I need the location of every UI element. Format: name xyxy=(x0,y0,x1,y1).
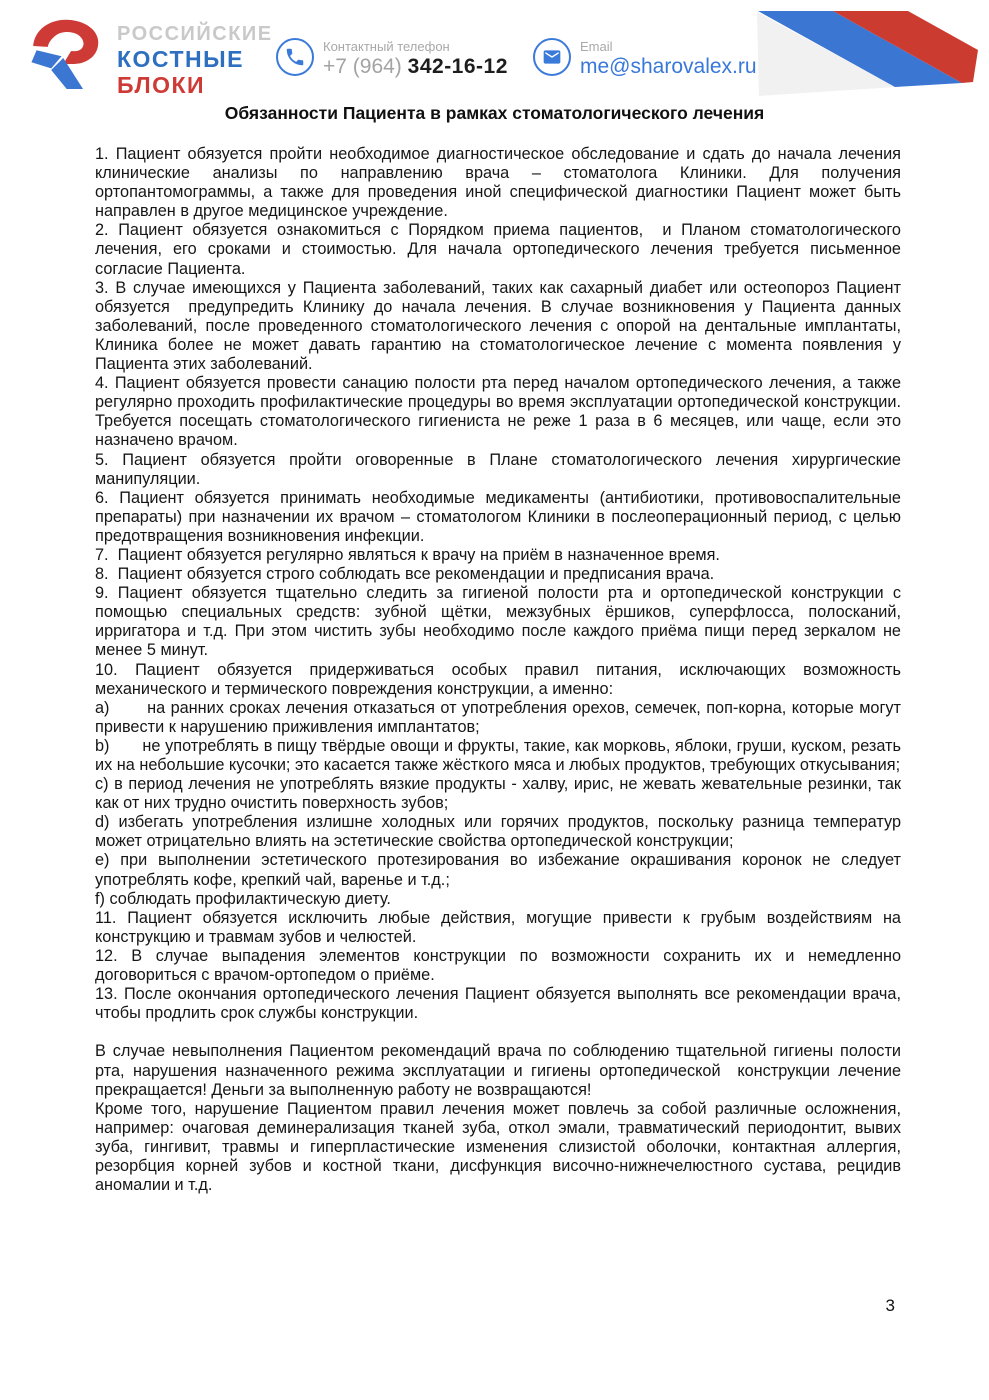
email-label: Email xyxy=(580,39,613,54)
paragraph: Кроме того, нарушение Пациентом правил лечения может повлечь за собой различные осложнения, например: очаговая деминерализация тканей зуба, откол эмали, травматический периодонтит, вывих зуба, гингивит, травмы и гиперпластические изменения слизистой оболочки, контактная аллергия, резорбция корней зубов и костной ткани, дисфункция височно-нижнечелюстного сустава, рецидив аномалии и т.д. xyxy=(95,1099,901,1195)
document-body xyxy=(95,145,901,1195)
email-contact xyxy=(533,38,757,80)
email-icon xyxy=(533,38,571,76)
paragraph: 13. После окончания ортопедического лечения Пациент обязуется выполнять все рекомендации врача, чтобы продлить срок службы конструкции. xyxy=(95,985,901,1023)
company-logo xyxy=(117,24,273,97)
paragraph: 7. Пациент обязуется регулярно являться к врачу на приём в назначенное время. xyxy=(95,545,720,564)
paragraph: d) избегать употребления излишне холодных или горячих продуктов, поскольку разница температур может отрицательно влиять на эстетические свойства ортопедической конструкции; xyxy=(95,813,901,851)
paragraph: 6. Пациент обязуется принимать необходимые медикаменты (антибиотики, противовоспалительные препараты) при назначении их врачом – стоматологом Клиники в послеоперационный период, с целью предотвращения возникновения инфекции. xyxy=(95,488,901,545)
paragraph: 10. Пациент обязуется придерживаться особых правил питания, исключающих возможность механического и термического повреждения конструкции, а именно: xyxy=(95,660,901,698)
paragraph-spacer xyxy=(95,1023,901,1042)
logo-line-3: БЛОКИ xyxy=(117,72,206,98)
email-address[interactable]: me@sharovalex.ru xyxy=(580,55,757,78)
page-number: 3 xyxy=(885,1296,895,1315)
paragraph: 11. Пациент обязуется исключить любые действия, могущие привести к грубым воздействиям на конструкцию и травмам зубов и челюстей. xyxy=(95,908,901,946)
paragraph: b) не употреблять в пищу твёрдые овощи и фрукты, такие, как морковь, яблоки, груши, куском, резать их на небольшие кусочки; это касается также жёсткого мяса и любых продуктов, требующих откусывания; xyxy=(95,736,901,774)
paragraph: 2. Пациент обязуется ознакомиться с Порядком приема пациентов, и Планом стоматологического лечения, его сроками и стоимостью. Для начала ортопедического лечения требуется письменное согласие Пациента. xyxy=(95,221,901,278)
phone-icon xyxy=(276,38,314,76)
paragraph: 3. В случае имеющихся у Пациента заболеваний, таких как сахарный диабет или остеопороз Пациент обязуется предупредить Клинику до начала лечения. В случае возникновения у Пациента данных заболеваний, после проведенного стоматологического лечения с опорой на дентальные имплантаты, Клиника более не может давать гарантию на стоматологическое лечение с момента появления у Пациента этих заболеваний. xyxy=(95,278,901,374)
paragraph: f) соблюдать профилактическую диету. xyxy=(95,889,391,908)
paragraph: 5. Пациент обязуется пройти оговоренные в Плане стоматологического лечения хирургические манипуляции. xyxy=(95,450,901,488)
paragraph: c) в период лечения не употреблять вязкие продукты - халву, ирис, не жевать жевательные резинки, так как от них трудно очистить поверхность зубов; xyxy=(95,775,901,813)
logo-r-icon xyxy=(28,14,114,102)
paragraph: a) на ранних сроках лечения отказаться от употребления орехов, семечек, поп-корна, которые могут привести к нарушению приживления имплантатов; xyxy=(95,698,901,736)
paragraph: 12. В случае выпадения элементов конструкции по возможности сохранить их и немедленно договориться с врачом-ортопедом о приёме. xyxy=(95,946,901,985)
flag-ribbon-icon xyxy=(739,0,989,100)
paragraph: e) при выполнении эстетического протезирования во избежание окрашивания коронок не следует употреблять кофе, крепкий чай, варенье и т.д.; xyxy=(95,851,901,889)
phone-contact xyxy=(276,38,508,80)
paragraph: 9. Пациент обязуется тщательно следить за гигиеной полости рта и ортопедической конструкции с помощью специальных средств: зубной щётки, межзубных ёршиков, суперфлосса, полосканий, ирригатора и т.д. При этом чистить зубы необходимо после каждого приёма пищи перед зеркалом не менее 5 минут. xyxy=(95,584,901,660)
logo-line-2: КОСТНЫЕ xyxy=(117,46,244,72)
phone-number: +7 (964) 342-16-12 xyxy=(323,55,508,78)
page-title: Обязанности Пациента в рамках стоматологического лечения xyxy=(224,103,765,123)
logo-line-1: РОССИЙСКИЕ xyxy=(117,23,273,45)
paragraph: 8. Пациент обязуется строго соблюдать все рекомендации и предписания врача. xyxy=(95,565,715,584)
phone-label: Контактный телефон xyxy=(323,39,450,54)
paragraph: 1. Пациент обязуется пройти необходимое диагностическое обследование и сдать до начала лечения клинические анализы по направлению врача – стоматолога Клиники. Для получения ортопантомограммы, а также для проведения иной специфической диагностики Пациент может быть направлен в другое медицинское учреждение. xyxy=(95,145,901,221)
paragraph: В случае невыполнения Пациентом рекомендаций врача по соблюдению тщательной гигиены полости рта, нарушения назначенного режима эксплуатации и гигиены ортопедической конструкции лечение прекращается! Деньги за выполненную работу не возвращаются! xyxy=(95,1042,901,1099)
paragraph: 4. Пациент обязуется провести санацию полости рта перед началом ортопедического лечения, а также регулярно проходить профилактические процедуры во время эксплуатации ортопедической конструкции. Требуется посещать стоматологического гигиениста не реже 1 раза в 6 месяцев, или чаще, если это назначено врачом. xyxy=(95,374,901,450)
